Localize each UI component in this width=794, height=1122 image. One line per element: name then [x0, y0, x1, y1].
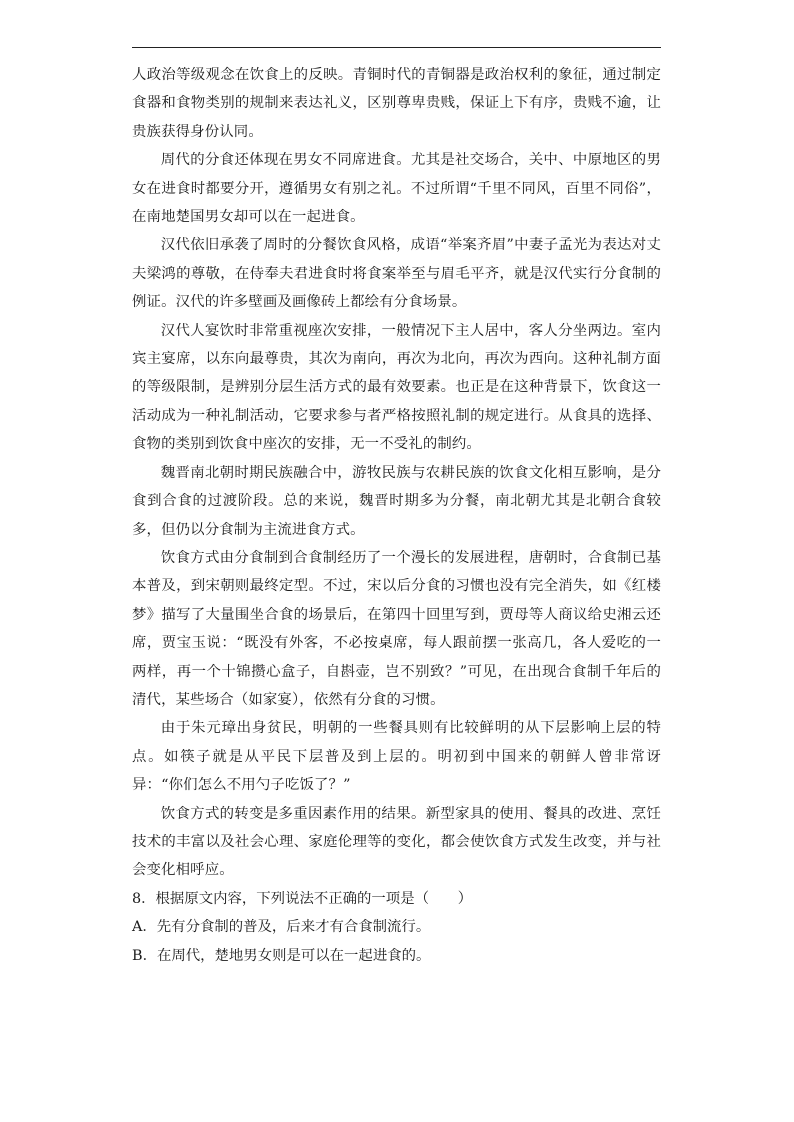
- document-body: [132, 61, 661, 970]
- passage-paragraph-6: 饮食方式由分食制到合食制经历了一个漫长的发展进程，唐朝时，合食制已基本普及，到宋朝则最终定型。不过，宋以后分食的习惯也没有完全消失，如《红楼梦》描写了大量围坐合食的场景后，在第四十回里写到，贾母等人商议给史湘云还席，贾宝玉说：“既没有外客，不必按桌席，每人跟前摆一张高几，各人爱吃的一两样，再一个十锦攒心盒子，自斟壶，岂不别致？”可见，在出现合食制千年后的清代，某些场合（如家宴），依然有分食的习惯。: [132, 549, 661, 708]
- passage-paragraph-7: 由于朱元璋出身贫民，明朝的一些餐具则有比较鲜明的从下层影响上层的特点。如筷子就是从平民下层普及到上层的。明初到中国来的朝鲜人曾非常讶异：“你们怎么不用勺子吃饭了？”: [132, 720, 661, 794]
- question-option-a: A．先有分食制的普及，后来才有合食制流行。: [132, 919, 431, 936]
- question-stem: 8．根据原文内容，下列说法不正确的一项是（ ）: [132, 890, 473, 907]
- passage-paragraph-2: 周代的分食还体现在男女不同席进食。尤其是社交场合，关中、中原地区的男女在进食时都要分开，遵循男女有别之礼。不过所谓“千里不同风，百里不同俗”，在南地楚国男女却可以在一起进食。: [132, 152, 661, 226]
- question-option-b: B．在周代，楚地男女则是可以在一起进食的。: [132, 947, 431, 964]
- passage-paragraph-1: 人政治等级观念在饮食上的反映。青铜时代的青铜器是政治权利的象征，通过制定食器和食物类别的规制来表达礼义，区别尊卑贵贱，保证上下有序，贵贱不逾，让贵族获得身份认同。: [132, 67, 661, 140]
- passage-paragraph-3: 汉代依旧承袭了周时的分餐饮食风格，成语“举案齐眉”中妻子孟光为表达对丈夫梁鸿的尊敬，在侍奉夫君进食时将食案举至与眉毛平齐，就是汉代实行分食制的例证。汉代的许多壁画及画像砖上都绘有分食场景。: [132, 237, 661, 311]
- passage-paragraph-4: 汉代人宴饮时非常重视座次安排，一般情况下主人居中，客人分坐两边。室内宾主宴席，以东向最尊贵，其次为南向，再次为北向，再次为西向。这种礼制方面的等级限制，是辨别分层生活方式的最有效要素。也正是在这种背景下，饮食这一活动成为一种礼制活动，它要求参与者严格按照礼制的规定进行。从食具的选择、食物的类别到饮食中座次的安排，无一不受礼的制约。: [132, 322, 661, 453]
- passage-paragraph-8: 饮食方式的转变是多重因素作用的结果。新型家具的使用、餐具的改进、烹饪技术的丰富以及社会心理、家庭伦理等的变化，都会使饮食方式发生改变，并与社会变化相呼应。: [132, 805, 661, 879]
- passage-paragraph-5: 魏晋南北朝时期民族融合中，游牧民族与农耕民族的饮食文化相互影响，是分食到合食的过渡阶段。总的来说，魏晋时期多为分餐，南北朝尤其是北朝合食较多，但仍以分食制为主流进食方式。: [132, 464, 661, 538]
- header-rule: [132, 47, 661, 48]
